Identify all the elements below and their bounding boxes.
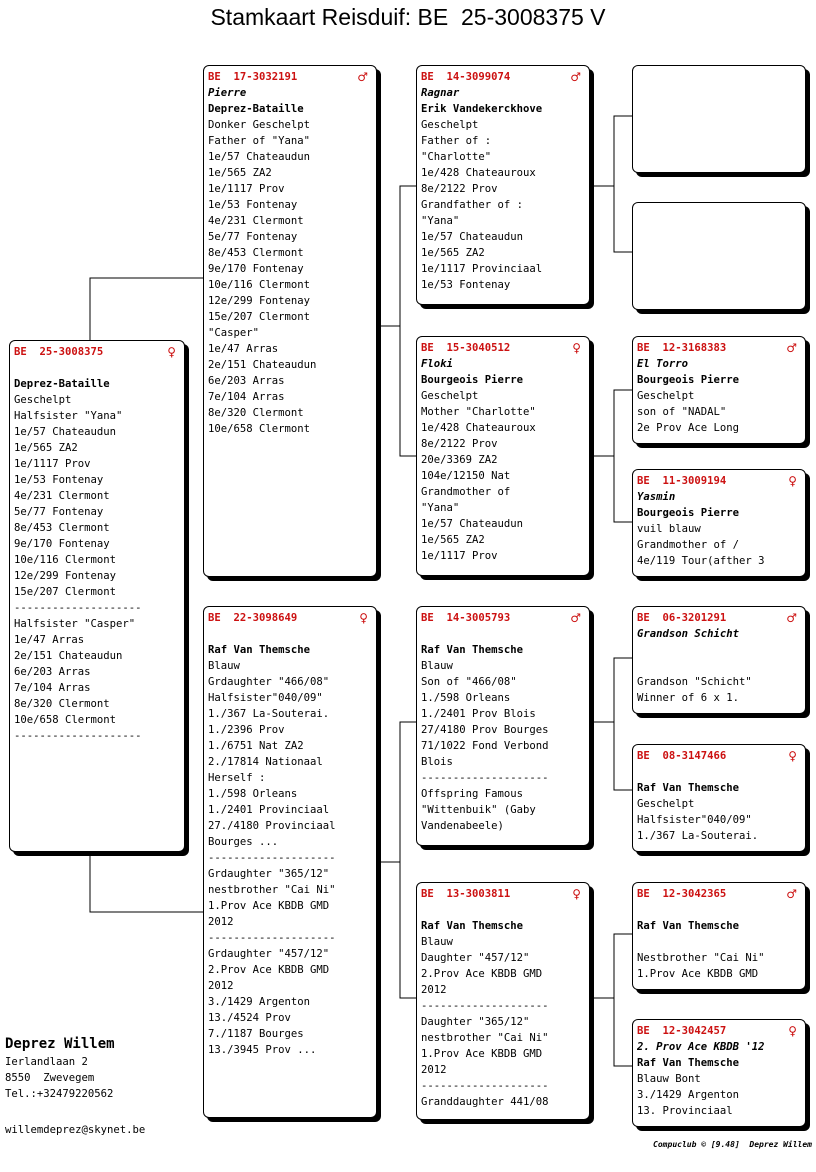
- card-text-line: 3./1429 Argenton: [208, 996, 311, 1008]
- female-icon: ♀: [359, 611, 368, 625]
- card-text-line: 4e/231 Clermont: [14, 490, 110, 502]
- connector-sd-sds: [590, 390, 632, 456]
- card-body: [633, 1020, 805, 1119]
- card-text-line: "Yana": [421, 502, 460, 514]
- card-text-line: 6e/203 Arras: [14, 666, 91, 678]
- connector-sire-ss: [380, 186, 417, 326]
- card-text-line: Pierre: [208, 87, 247, 99]
- card-text-line: 4e/231 Clermont: [208, 215, 304, 227]
- connector-dam-dd: [400, 862, 417, 998]
- connector-sire-sd: [400, 326, 417, 456]
- card-text-line: 1e/428 Chateauroux: [421, 167, 536, 179]
- card-text-line: El Torro: [637, 358, 689, 370]
- card-text-line: 10e/658 Clermont: [208, 423, 311, 435]
- pigeon-card-dam-sire-dam[interactable]: [632, 744, 806, 852]
- card-text-line: [421, 902, 589, 918]
- card-text-line: Floki: [421, 358, 453, 370]
- connector-ds-dsd: [614, 722, 632, 790]
- owner-name: Deprez Willem: [5, 1036, 115, 1052]
- pigeon-card-sire-sire[interactable]: [416, 65, 590, 305]
- card-text-line: Daughter "365/12": [421, 1016, 530, 1028]
- card-text-line: 10e/116 Clermont: [208, 279, 311, 291]
- male-icon: ♂: [786, 611, 797, 625]
- ring-number-text: BE 14-3099074: [421, 71, 511, 83]
- card-text-line: 4e/119 Tour(afther 3: [637, 555, 765, 567]
- card-text-line: 15e/207 Clermont: [208, 311, 311, 323]
- pigeon-card-dam-dam[interactable]: [416, 882, 590, 1120]
- card-text-line: 2012: [208, 980, 234, 992]
- card-text-line: 9e/170 Fontenay: [208, 263, 304, 275]
- card-text-line: --------------------: [14, 730, 142, 742]
- card-text-line: 27/4180 Prov Bourges: [421, 724, 549, 736]
- card-text-line: Offspring Famous: [421, 788, 524, 800]
- card-text-line: nestbrother "Cai Ni": [208, 884, 336, 896]
- card-text-line: 12e/299 Fontenay: [14, 570, 117, 582]
- card-text-line: Bourges ...: [208, 836, 279, 848]
- ring-number-text: BE 14-3005793: [421, 612, 511, 624]
- connector-ds-dss: [590, 658, 632, 722]
- card-text-line: 1./2401 Prov Blois: [421, 708, 536, 720]
- card-text-line: Grandmother of: [421, 486, 511, 498]
- card-text-line: Grandfather of :: [421, 199, 524, 211]
- ring-number: [637, 610, 805, 626]
- card-text-line: 1e/47 Arras: [208, 343, 279, 355]
- card-text-line: 13./3945 Prov ...: [208, 1044, 317, 1056]
- card-text-line: Geschelpt: [421, 390, 479, 402]
- ring-number-text: BE 25-3008375: [14, 346, 104, 358]
- card-text-line: 1.Prov Ace KBDB GMD: [637, 968, 759, 980]
- card-text-line: Vandenabeele): [421, 820, 504, 832]
- ring-number: [421, 610, 589, 626]
- card-text-line: Grandson "Schicht": [637, 676, 752, 688]
- card-text-line: 1e/47 Arras: [14, 634, 85, 646]
- card-body: [633, 337, 805, 436]
- card-text-line: Erik Vandekerckhove: [421, 103, 543, 115]
- male-icon: ♂: [786, 887, 797, 901]
- card-text-line: 1e/57 Chateaudun: [14, 426, 117, 438]
- card-text-line: 1e/1117 Prov: [14, 458, 91, 470]
- card-text-line: 1./2396 Prov: [208, 724, 285, 736]
- card-text-line: Ragnar: [421, 87, 460, 99]
- card-text-line: Grdaughter "457/12": [208, 948, 330, 960]
- card-text-line: [14, 360, 184, 376]
- ring-number-text: BE 15-3040512: [421, 342, 511, 354]
- card-text-line: 1./598 Orleans: [421, 692, 511, 704]
- card-text-line: --------------------: [208, 932, 336, 944]
- card-text-line: Father of "Yana": [208, 135, 311, 147]
- card-text-line: 2./17814 Nationaal: [208, 756, 323, 768]
- card-text-line: 3./1429 Argenton: [637, 1089, 740, 1101]
- card-text-line: 7e/104 Arras: [14, 682, 91, 694]
- card-text-line: 1./2401 Provinciaal: [208, 804, 330, 816]
- card-text-line: Grdaughter "365/12": [208, 868, 330, 880]
- card-text-line: 2.Prov Ace KBDB GMD: [208, 964, 330, 976]
- card-text-line: Raf Van Themsche: [637, 920, 740, 932]
- card-text-line: 1./6751 Nat ZA2: [208, 740, 304, 752]
- card-text-line: 5e/77 Fontenay: [14, 506, 104, 518]
- card-text-line: Blois: [421, 756, 453, 768]
- female-icon: ♀: [788, 474, 797, 488]
- card-text-line: [637, 934, 805, 950]
- owner-city: 8550 Zwevegem: [5, 1072, 95, 1084]
- male-icon: ♂: [357, 70, 368, 84]
- pigeon-card-dam-dam-dam[interactable]: [632, 1019, 806, 1127]
- card-text-line: "Wittenbuik" (Gaby: [421, 804, 536, 816]
- card-text-line: [637, 658, 805, 674]
- card-text-line: 8e/2122 Prov: [421, 438, 498, 450]
- card-text-line: Raf Van Themsche: [637, 1057, 740, 1069]
- connector-ss-ssd: [614, 186, 632, 252]
- card-text-line: Bourgeois Pierre: [637, 374, 740, 386]
- card-text-line: Herself :: [208, 772, 266, 784]
- card-text-line: 2.Prov Ace KBDB GMD: [421, 968, 543, 980]
- card-text-line: 1e/57 Chateaudun: [208, 151, 311, 163]
- ring-number: [421, 69, 589, 85]
- connector-subject-sire: [90, 278, 205, 340]
- ring-number-text: BE 12-3042365: [637, 888, 727, 900]
- card-text-line: 1e/565 ZA2: [208, 167, 272, 179]
- card-text-line: 1.Prov Ace KBDB GMD: [208, 900, 330, 912]
- connector-subject-dam: [90, 852, 205, 912]
- card-text-line: 13. Provinciaal: [637, 1105, 733, 1117]
- card-text-line: 2e/151 Chateaudun: [208, 359, 317, 371]
- owner-block: [5, 1034, 115, 1102]
- ring-number: [208, 69, 376, 85]
- card-body: [633, 883, 805, 982]
- card-text-line: Halfsister"040/09": [637, 814, 752, 826]
- card-text-line: Halfsister"040/09": [208, 692, 323, 704]
- card-text-line: [637, 764, 805, 780]
- card-text-line: 1e/57 Chateaudun: [421, 231, 524, 243]
- male-icon: ♂: [570, 70, 581, 84]
- connector-ss-sss: [590, 116, 632, 186]
- pigeon-card-sire[interactable]: [203, 65, 377, 577]
- ring-number: [637, 886, 805, 902]
- card-text-line: 6e/203 Arras: [208, 375, 285, 387]
- connector-dd-dds: [590, 934, 632, 998]
- card-body: [417, 607, 589, 834]
- card-body: [633, 470, 805, 569]
- card-text-line: --------------------: [421, 772, 549, 784]
- card-text-line: 2. Prov Ace KBDB '12: [637, 1041, 765, 1053]
- card-text-line: 104e/12150 Nat: [421, 470, 511, 482]
- card-text-line: Halfsister "Casper": [14, 618, 136, 630]
- card-text-line: --------------------: [14, 602, 142, 614]
- card-text-line: Blauw: [421, 936, 453, 948]
- pigeon-card-dam-sire[interactable]: [416, 606, 590, 846]
- owner-email[interactable]: willemdeprez@skynet.be: [5, 1124, 146, 1136]
- pigeon-card-dam[interactable]: [203, 606, 377, 1118]
- card-text-line: Raf Van Themsche: [208, 644, 311, 656]
- card-text-line: 10e/658 Clermont: [14, 714, 117, 726]
- card-text-line: Geschelpt: [637, 390, 695, 402]
- female-icon: ♀: [167, 345, 176, 359]
- card-text-line: 1e/1117 Provinciaal: [421, 263, 543, 275]
- card-text-line: nestbrother "Cai Ni": [421, 1032, 549, 1044]
- ring-number: [421, 886, 589, 902]
- card-text-line: --------------------: [421, 1080, 549, 1092]
- female-icon: ♀: [788, 749, 797, 763]
- card-text-line: 2012: [421, 984, 447, 996]
- card-text-line: 1e/1117 Prov: [421, 550, 498, 562]
- card-text-line: "Casper": [208, 327, 260, 339]
- card-body: [204, 66, 376, 437]
- card-text-line: 71/1022 Fond Verbond: [421, 740, 549, 752]
- card-body: [10, 341, 184, 744]
- card-text-line: 20e/3369 ZA2: [421, 454, 498, 466]
- card-text-line: 2e/151 Chateaudun: [14, 650, 123, 662]
- connector-dd-ddd: [614, 998, 632, 1066]
- ring-number: [637, 1023, 805, 1039]
- card-text-line: --------------------: [421, 1000, 549, 1012]
- card-text-line: Father of :: [421, 135, 492, 147]
- ring-number: [208, 610, 376, 626]
- ring-number-text: BE 06-3201291: [637, 612, 727, 624]
- card-text-line: Blauw: [208, 660, 240, 672]
- card-text-line: 2e Prov Ace Long: [637, 422, 740, 434]
- card-text-line: 1.Prov Ace KBDB GMD: [421, 1048, 543, 1060]
- pigeon-card-dam-sire-sire[interactable]: [632, 606, 806, 714]
- pigeon-card-sire-dam-sire[interactable]: [632, 336, 806, 444]
- card-text-line: 2012: [421, 1064, 447, 1076]
- ring-number: [421, 340, 589, 356]
- card-text-line: 8e/2122 Prov: [421, 183, 498, 195]
- card-body: [417, 66, 589, 293]
- card-text-line: 8e/320 Clermont: [208, 407, 304, 419]
- card-text-line: 12e/299 Fontenay: [208, 295, 311, 307]
- page-title: Stamkaart Reisduif: BE 25-3008375 V: [210, 4, 606, 30]
- card-text-line: Grandson Schicht: [637, 628, 740, 640]
- card-text-line: Geschelpt: [421, 119, 479, 131]
- card-text-line: 1e/57 Chateaudun: [421, 518, 524, 530]
- card-text-line: 1e/565 ZA2: [14, 442, 78, 454]
- pigeon-card-subject[interactable]: [9, 340, 185, 852]
- footer-credit: Compuclub © [9.48] Deprez Willem: [653, 1140, 812, 1149]
- card-text-line: Yasmin: [637, 491, 676, 503]
- card-text-line: Donker Geschelpt: [208, 119, 311, 131]
- card-text-line: 1e/565 ZA2: [421, 247, 485, 259]
- card-text-line: Blauw Bont: [637, 1073, 701, 1085]
- card-text-line: Raf Van Themsche: [421, 644, 524, 656]
- connector-dam-ds: [380, 722, 417, 862]
- card-body: [204, 607, 376, 1058]
- male-icon: ♂: [786, 341, 797, 355]
- card-text-line: 1e/53 Fontenay: [208, 199, 298, 211]
- owner-phone: Tel.:+32479220562: [5, 1088, 114, 1100]
- ring-number-text: BE 12-3042457: [637, 1025, 727, 1037]
- pigeon-card-sire-sire-dam[interactable]: [632, 202, 806, 310]
- card-text-line: 8e/320 Clermont: [14, 698, 110, 710]
- ring-number: [637, 473, 805, 489]
- card-text-line: --------------------: [208, 852, 336, 864]
- owner-street: Ierlandlaan 2: [5, 1056, 88, 1068]
- card-text-line: 27./4180 Provinciaal: [208, 820, 336, 832]
- pigeon-card-sire-dam-dam[interactable]: [632, 469, 806, 577]
- card-text-line: Mother "Charlotte": [421, 406, 536, 418]
- card-text-line: Raf Van Themsche: [421, 920, 524, 932]
- card-text-line: son of "NADAL": [637, 406, 727, 418]
- card-text-line: 8e/453 Clermont: [14, 522, 110, 534]
- card-text-line: 9e/170 Fontenay: [14, 538, 110, 550]
- card-text-line: Geschelpt: [637, 798, 695, 810]
- card-body: [633, 745, 805, 844]
- card-text-line: Blauw: [421, 660, 453, 672]
- card-text-line: 1e/428 Chateauroux: [421, 422, 536, 434]
- pigeon-card-sire-dam[interactable]: [416, 336, 590, 576]
- ring-number: [14, 344, 184, 360]
- female-icon: ♀: [572, 341, 581, 355]
- card-text-line: Nestbrother "Cai Ni": [637, 952, 765, 964]
- card-text-line: 5e/77 Fontenay: [208, 231, 298, 243]
- card-text-line: [637, 642, 805, 658]
- male-icon: ♂: [570, 611, 581, 625]
- ring-number-text: BE 22-3098649: [208, 612, 298, 624]
- ring-number-text: BE 08-3147466: [637, 750, 727, 762]
- card-text-line: 2012: [208, 916, 234, 928]
- ring-number-text: BE 11-3009194: [637, 475, 727, 487]
- card-text-line: 7./1187 Bourges: [208, 1028, 304, 1040]
- card-text-line: [421, 626, 589, 642]
- card-text-line: 1./367 La-Souterai.: [637, 830, 759, 842]
- card-text-line: Bourgeois Pierre: [421, 374, 524, 386]
- card-text-line: 1e/1117 Prov: [208, 183, 285, 195]
- pigeon-card-sire-sire-sire[interactable]: [632, 65, 806, 173]
- card-body: [633, 607, 805, 706]
- ring-number: [637, 340, 805, 356]
- card-text-line: [208, 626, 376, 642]
- card-text-line: 10e/116 Clermont: [14, 554, 117, 566]
- card-text-line: 1e/53 Fontenay: [421, 279, 511, 291]
- ring-number-text: BE 13-3003811: [421, 888, 511, 900]
- card-text-line: "Yana": [421, 215, 460, 227]
- card-text-line: [637, 902, 805, 918]
- card-text-line: vuil blauw: [637, 523, 701, 535]
- card-text-line: 15e/207 Clermont: [14, 586, 117, 598]
- card-text-line: 1./367 La-Souterai.: [208, 708, 330, 720]
- female-icon: ♀: [572, 887, 581, 901]
- card-text-line: Granddaughter 441/08: [421, 1096, 549, 1108]
- card-body: [417, 337, 589, 564]
- card-text-line: Geschelpt: [14, 394, 72, 406]
- card-text-line: Grdaughter "466/08": [208, 676, 330, 688]
- card-text-line: 8e/453 Clermont: [208, 247, 304, 259]
- card-text-line: Bourgeois Pierre: [637, 507, 740, 519]
- card-text-line: Son of "466/08": [421, 676, 517, 688]
- card-body: [417, 883, 589, 1110]
- card-text-line: Winner of 6 x 1.: [637, 692, 740, 704]
- card-text-line: Deprez-Bataille: [14, 378, 110, 390]
- ring-number-text: BE 17-3032191: [208, 71, 298, 83]
- card-text-line: Grandmother of /: [637, 539, 740, 551]
- card-body: [633, 203, 805, 206]
- pigeon-card-dam-dam-sire[interactable]: [632, 882, 806, 990]
- ring-number: [637, 748, 805, 764]
- card-text-line: 1./598 Orleans: [208, 788, 298, 800]
- female-icon: ♀: [788, 1024, 797, 1038]
- card-text-line: Deprez-Bataille: [208, 103, 304, 115]
- card-text-line: 13./4524 Prov: [208, 1012, 291, 1024]
- card-body: [633, 66, 805, 69]
- card-text-line: Halfsister "Yana": [14, 410, 123, 422]
- card-text-line: 7e/104 Arras: [208, 391, 285, 403]
- connector-sd-sdd: [614, 456, 632, 522]
- card-text-line: "Charlotte": [421, 151, 492, 163]
- card-text-line: 1e/53 Fontenay: [14, 474, 104, 486]
- card-text-line: 1e/565 ZA2: [421, 534, 485, 546]
- card-text-line: Daughter "457/12": [421, 952, 530, 964]
- card-text-line: Raf Van Themsche: [637, 782, 740, 794]
- ring-number-text: BE 12-3168383: [637, 342, 727, 354]
